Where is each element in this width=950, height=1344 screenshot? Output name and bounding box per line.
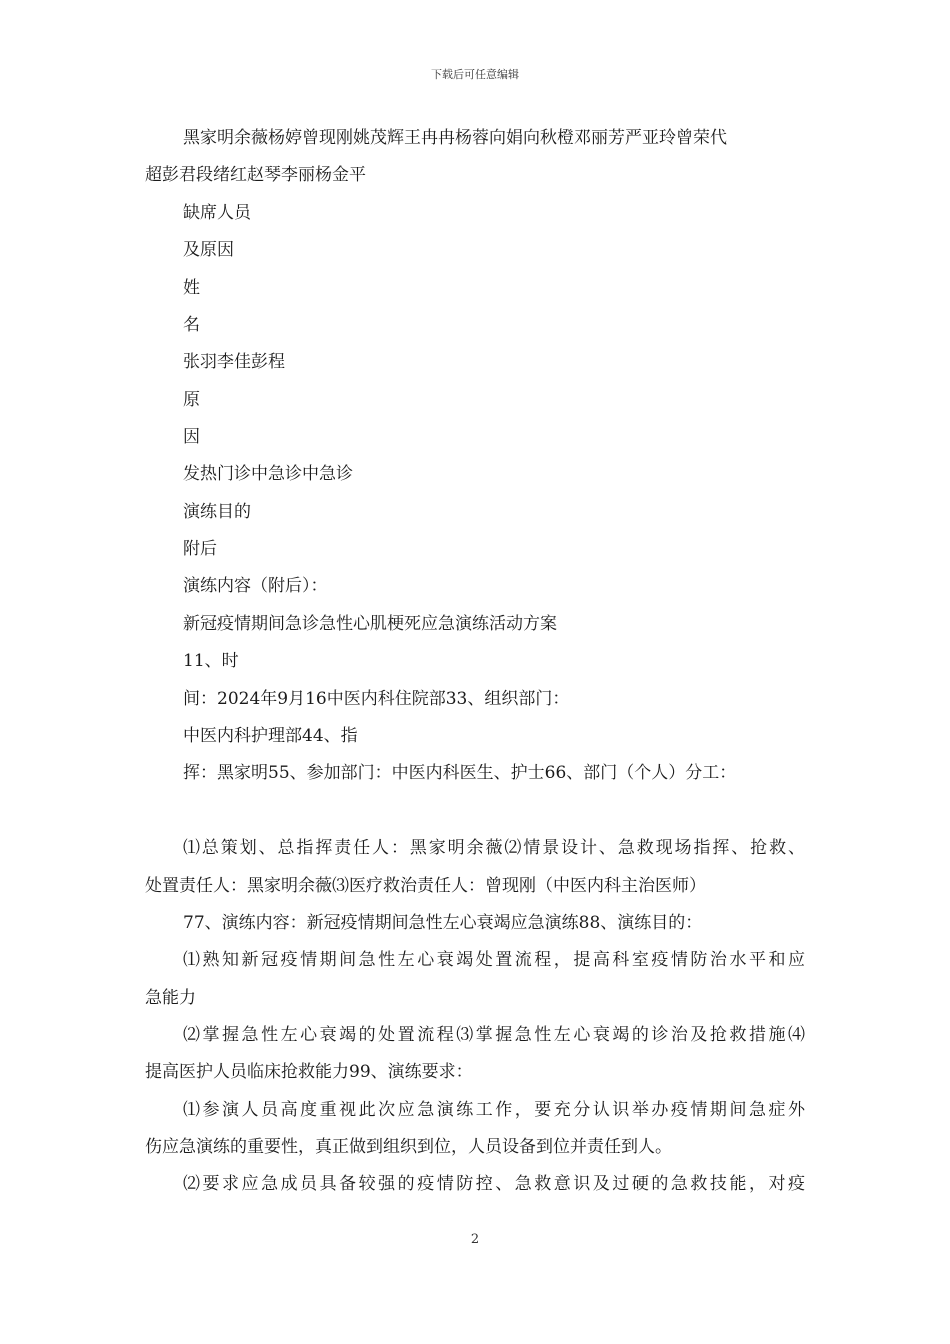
text-line: ⑵掌握急性左心衰竭的处置流程⑶掌握急性左心衰竭的诊治及抢救措施⑷ (183, 1025, 805, 1045)
text-line: 伤应急演练的重要性，真正做到组织到位，人员设备到位并责任到人。 (145, 1137, 672, 1157)
text-line: ⑴总策划、总指挥责任人：黑家明余薇⑵情景设计、急救现场指挥、抢救、 (183, 838, 805, 858)
text-line: 附后 (183, 539, 217, 559)
text-line: 处置责任人：黑家明余薇⑶医疗救治责任人：曾现刚（中医内科主治医师） (145, 876, 706, 896)
text-line: 因 (183, 427, 200, 447)
text-line: 中医内科护理部44、指 (183, 726, 358, 746)
text-line: 及原因 (183, 240, 234, 260)
text-line: 名 (183, 315, 200, 335)
text-line: ⑵要求应急成员具备较强的疫情防控、急救意识及过硬的急救技能，对疫 (183, 1174, 805, 1194)
text-line: ⑴熟知新冠疫情期间急性左心衰竭处置流程，提高科室疫情防治水平和应 (183, 950, 805, 970)
text-line: 超彭君段绪红赵琴李丽杨金平 (145, 165, 366, 185)
text-line: 张羽李佳彭程 (183, 352, 285, 372)
text-line: 发热门诊中急诊中急诊 (183, 464, 353, 484)
text-line: 演练内容（附后）： (183, 576, 328, 596)
text-line: 11、时 (183, 651, 239, 671)
text-line: 原 (183, 390, 200, 410)
page-number: 2 (470, 1232, 480, 1247)
text-line: 缺席人员 (183, 203, 251, 223)
text-line: 姓 (183, 278, 200, 298)
text-line: 提高医护人员临床抢救能力99、演练要求： (145, 1062, 473, 1082)
text-line: 新冠疫情期间急诊急性心肌梗死应急演练活动方案 (183, 614, 557, 634)
text-line: 挥：黑家明55、参加部门：中医内科医生、护士66、部门（个人）分工： (183, 763, 737, 783)
text-line: ⑴参演人员高度重视此次应急演练工作，要充分认识举办疫情期间急症外 (183, 1100, 805, 1120)
text-line: 急能力 (145, 988, 196, 1008)
text-line: 黑家明余薇杨婷曾现刚姚茂辉王冉冉杨蓉向娟向秋橙邓丽芳严亚玲曾荣代 (183, 128, 727, 148)
text-line: 77、演练内容：新冠疫情期间急性左心衰竭应急演练88、演练目的： (183, 913, 703, 933)
text-line: 演练目的 (183, 502, 251, 522)
page-header: 下载后可任意编辑 (431, 68, 519, 81)
text-line: 间：2024年9月16中医内科住院部33、组织部门： (183, 689, 570, 709)
